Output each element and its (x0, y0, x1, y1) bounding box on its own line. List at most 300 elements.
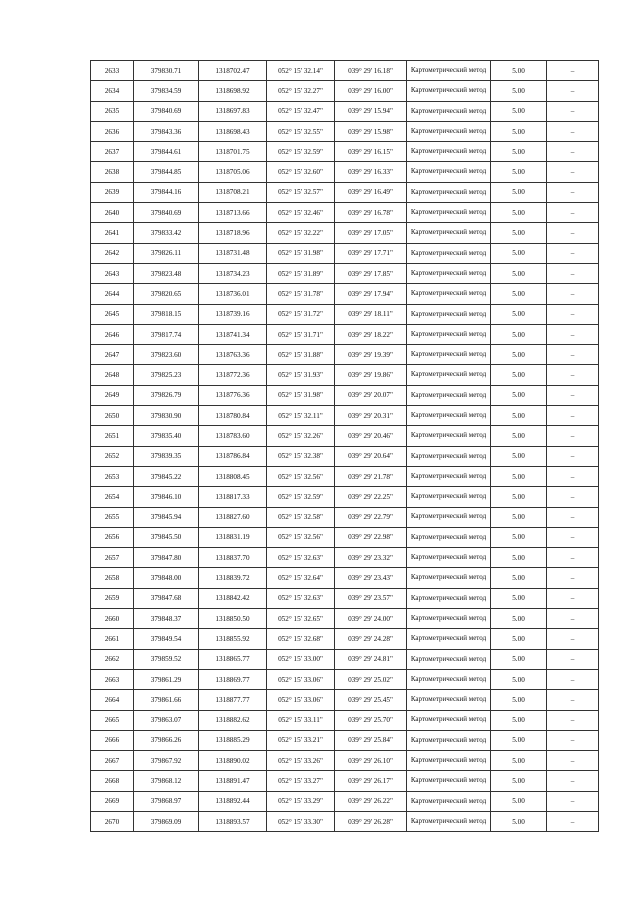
accuracy-cell: 5.00 (491, 162, 547, 182)
y-coordinate-cell: 1318839.72 (199, 568, 267, 588)
longitude-cell: 039° 29' 15.98" (335, 121, 407, 141)
y-coordinate-cell: 1318776.36 (199, 385, 267, 405)
accuracy-cell: 5.00 (491, 101, 547, 121)
latitude-cell: 052° 15' 31.88" (267, 345, 335, 365)
accuracy-cell: 5.00 (491, 203, 547, 223)
accuracy-cell: 5.00 (491, 710, 547, 730)
point-number-cell: 2645 (91, 304, 134, 324)
latitude-cell: 052° 15' 32.64" (267, 568, 335, 588)
x-coordinate-cell: 379844.16 (134, 182, 199, 202)
note-cell: – (547, 385, 599, 405)
latitude-cell: 052° 15' 31.98" (267, 385, 335, 405)
point-number-cell: 2638 (91, 162, 134, 182)
method-cell: Картометрический метод (407, 203, 491, 223)
point-number-cell: 2662 (91, 649, 134, 669)
accuracy-cell: 5.00 (491, 730, 547, 750)
x-coordinate-cell: 379846.10 (134, 487, 199, 507)
table-row (91, 507, 599, 527)
x-coordinate-cell: 379848.37 (134, 609, 199, 629)
point-number-cell: 2665 (91, 710, 134, 730)
x-coordinate-cell: 379848.00 (134, 568, 199, 588)
accuracy-cell: 5.00 (491, 466, 547, 486)
longitude-cell: 039° 29' 25.84" (335, 730, 407, 750)
accuracy-cell: 5.00 (491, 690, 547, 710)
x-coordinate-cell: 379839.35 (134, 446, 199, 466)
note-cell: – (547, 609, 599, 629)
point-number-cell: 2652 (91, 446, 134, 466)
x-coordinate-cell: 379847.80 (134, 548, 199, 568)
accuracy-cell: 5.00 (491, 751, 547, 771)
y-coordinate-cell: 1318869.77 (199, 669, 267, 689)
accuracy-cell: 5.00 (491, 588, 547, 608)
note-cell: – (547, 345, 599, 365)
longitude-cell: 039° 29' 16.49" (335, 182, 407, 202)
latitude-cell: 052° 15' 33.00" (267, 649, 335, 669)
x-coordinate-cell: 379867.92 (134, 751, 199, 771)
accuracy-cell: 5.00 (491, 385, 547, 405)
point-number-cell: 2649 (91, 385, 134, 405)
latitude-cell: 052° 15' 32.58" (267, 507, 335, 527)
accuracy-cell: 5.00 (491, 609, 547, 629)
note-cell: – (547, 527, 599, 547)
accuracy-cell: 5.00 (491, 426, 547, 446)
x-coordinate-cell: 379845.50 (134, 527, 199, 547)
note-cell: – (547, 284, 599, 304)
accuracy-cell: 5.00 (491, 406, 547, 426)
method-cell: Картометрический метод (407, 568, 491, 588)
latitude-cell: 052° 15' 32.59" (267, 142, 335, 162)
method-cell: Картометрический метод (407, 527, 491, 547)
longitude-cell: 039° 29' 17.05" (335, 223, 407, 243)
method-cell: Картометрический метод (407, 811, 491, 831)
note-cell: – (547, 791, 599, 811)
accuracy-cell: 5.00 (491, 487, 547, 507)
note-cell: – (547, 690, 599, 710)
method-cell: Картометрический метод (407, 243, 491, 263)
y-coordinate-cell: 1318701.75 (199, 142, 267, 162)
x-coordinate-cell: 379845.94 (134, 507, 199, 527)
longitude-cell: 039° 29' 17.85" (335, 263, 407, 283)
accuracy-cell: 5.00 (491, 365, 547, 385)
x-coordinate-cell: 379859.52 (134, 649, 199, 669)
x-coordinate-cell: 379861.29 (134, 669, 199, 689)
longitude-cell: 039° 29' 16.78" (335, 203, 407, 223)
note-cell: – (547, 771, 599, 791)
x-coordinate-cell: 379849.54 (134, 629, 199, 649)
table-row (91, 101, 599, 121)
point-number-cell: 2642 (91, 243, 134, 263)
latitude-cell: 052° 15' 33.11" (267, 710, 335, 730)
longitude-cell: 039° 29' 22.98" (335, 527, 407, 547)
note-cell: – (547, 629, 599, 649)
table-row (91, 527, 599, 547)
y-coordinate-cell: 1318831.19 (199, 527, 267, 547)
x-coordinate-cell: 379833.42 (134, 223, 199, 243)
method-cell: Картометрический метод (407, 182, 491, 202)
note-cell: – (547, 730, 599, 750)
note-cell: – (547, 669, 599, 689)
accuracy-cell: 5.00 (491, 669, 547, 689)
y-coordinate-cell: 1318698.43 (199, 121, 267, 141)
note-cell: – (547, 487, 599, 507)
note-cell: – (547, 811, 599, 831)
point-number-cell: 2667 (91, 751, 134, 771)
table-row (91, 81, 599, 101)
longitude-cell: 039° 29' 23.57" (335, 588, 407, 608)
point-number-cell: 2655 (91, 507, 134, 527)
x-coordinate-cell: 379840.69 (134, 101, 199, 121)
y-coordinate-cell: 1318865.77 (199, 649, 267, 669)
latitude-cell: 052° 15' 32.38" (267, 446, 335, 466)
y-coordinate-cell: 1318772.36 (199, 365, 267, 385)
method-cell: Картометрический метод (407, 669, 491, 689)
point-number-cell: 2659 (91, 588, 134, 608)
y-coordinate-cell: 1318708.21 (199, 182, 267, 202)
note-cell: – (547, 101, 599, 121)
latitude-cell: 052° 15' 32.26" (267, 426, 335, 446)
note-cell: – (547, 507, 599, 527)
latitude-cell: 052° 15' 32.55" (267, 121, 335, 141)
point-number-cell: 2664 (91, 690, 134, 710)
accuracy-cell: 5.00 (491, 182, 547, 202)
table-body (91, 61, 599, 832)
table-row (91, 811, 599, 831)
y-coordinate-cell: 1318882.62 (199, 710, 267, 730)
table-row (91, 629, 599, 649)
point-number-cell: 2661 (91, 629, 134, 649)
latitude-cell: 052° 15' 33.06" (267, 669, 335, 689)
accuracy-cell: 5.00 (491, 446, 547, 466)
latitude-cell: 052° 15' 33.29" (267, 791, 335, 811)
accuracy-cell: 5.00 (491, 507, 547, 527)
longitude-cell: 039° 29' 20.31" (335, 406, 407, 426)
method-cell: Картометрический метод (407, 649, 491, 669)
y-coordinate-cell: 1318877.77 (199, 690, 267, 710)
point-number-cell: 2647 (91, 345, 134, 365)
y-coordinate-cell: 1318705.06 (199, 162, 267, 182)
point-number-cell: 2666 (91, 730, 134, 750)
point-number-cell: 2668 (91, 771, 134, 791)
x-coordinate-cell: 379830.71 (134, 61, 199, 81)
note-cell: – (547, 710, 599, 730)
table-row (91, 142, 599, 162)
note-cell: – (547, 426, 599, 446)
y-coordinate-cell: 1318783.60 (199, 426, 267, 446)
method-cell: Картометрический метод (407, 223, 491, 243)
method-cell: Картометрический метод (407, 324, 491, 344)
method-cell: Картометрический метод (407, 162, 491, 182)
y-coordinate-cell: 1318713.66 (199, 203, 267, 223)
longitude-cell: 039° 29' 16.15" (335, 142, 407, 162)
latitude-cell: 052° 15' 31.89" (267, 263, 335, 283)
longitude-cell: 039° 29' 26.17" (335, 771, 407, 791)
method-cell: Картометрический метод (407, 588, 491, 608)
y-coordinate-cell: 1318837.70 (199, 548, 267, 568)
longitude-cell: 039° 29' 24.81" (335, 649, 407, 669)
table-row (91, 487, 599, 507)
note-cell: – (547, 81, 599, 101)
point-number-cell: 2653 (91, 466, 134, 486)
accuracy-cell: 5.00 (491, 791, 547, 811)
x-coordinate-cell: 379830.90 (134, 406, 199, 426)
longitude-cell: 039° 29' 19.86" (335, 365, 407, 385)
method-cell: Картометрический метод (407, 446, 491, 466)
longitude-cell: 039° 29' 23.32" (335, 548, 407, 568)
accuracy-cell: 5.00 (491, 811, 547, 831)
x-coordinate-cell: 379868.97 (134, 791, 199, 811)
method-cell: Картометрический метод (407, 142, 491, 162)
y-coordinate-cell: 1318739.16 (199, 304, 267, 324)
latitude-cell: 052° 15' 32.22" (267, 223, 335, 243)
longitude-cell: 039° 29' 19.39" (335, 345, 407, 365)
latitude-cell: 052° 15' 32.46" (267, 203, 335, 223)
y-coordinate-cell: 1318842.42 (199, 588, 267, 608)
latitude-cell: 052° 15' 33.06" (267, 690, 335, 710)
longitude-cell: 039° 29' 23.43" (335, 568, 407, 588)
x-coordinate-cell: 379835.40 (134, 426, 199, 446)
table-row (91, 730, 599, 750)
x-coordinate-cell: 379820.65 (134, 284, 199, 304)
point-number-cell: 2635 (91, 101, 134, 121)
point-number-cell: 2634 (91, 81, 134, 101)
accuracy-cell: 5.00 (491, 548, 547, 568)
table-row (91, 791, 599, 811)
y-coordinate-cell: 1318780.84 (199, 406, 267, 426)
longitude-cell: 039° 29' 18.11" (335, 304, 407, 324)
accuracy-cell: 5.00 (491, 121, 547, 141)
table-row (91, 203, 599, 223)
longitude-cell: 039° 29' 24.00" (335, 609, 407, 629)
method-cell: Картометрический метод (407, 710, 491, 730)
accuracy-cell: 5.00 (491, 243, 547, 263)
accuracy-cell: 5.00 (491, 81, 547, 101)
x-coordinate-cell: 379869.09 (134, 811, 199, 831)
y-coordinate-cell: 1318731.48 (199, 243, 267, 263)
y-coordinate-cell: 1318808.45 (199, 466, 267, 486)
table-row (91, 304, 599, 324)
point-number-cell: 2639 (91, 182, 134, 202)
point-number-cell: 2657 (91, 548, 134, 568)
method-cell: Картометрический метод (407, 690, 491, 710)
note-cell: – (547, 466, 599, 486)
method-cell: Картометрический метод (407, 548, 491, 568)
point-number-cell: 2644 (91, 284, 134, 304)
method-cell: Картометрический метод (407, 629, 491, 649)
latitude-cell: 052° 15' 32.11" (267, 406, 335, 426)
point-number-cell: 2646 (91, 324, 134, 344)
table-row (91, 609, 599, 629)
longitude-cell: 039° 29' 21.78" (335, 466, 407, 486)
longitude-cell: 039° 29' 20.07" (335, 385, 407, 405)
longitude-cell: 039° 29' 25.45" (335, 690, 407, 710)
x-coordinate-cell: 379823.60 (134, 345, 199, 365)
y-coordinate-cell: 1318734.23 (199, 263, 267, 283)
accuracy-cell: 5.00 (491, 61, 547, 81)
note-cell: – (547, 588, 599, 608)
table-row (91, 771, 599, 791)
table-row (91, 284, 599, 304)
method-cell: Картометрический метод (407, 365, 491, 385)
y-coordinate-cell: 1318702.47 (199, 61, 267, 81)
table-row (91, 345, 599, 365)
latitude-cell: 052° 15' 32.65" (267, 609, 335, 629)
method-cell: Картометрический метод (407, 101, 491, 121)
table-row (91, 61, 599, 81)
latitude-cell: 052° 15' 33.26" (267, 751, 335, 771)
method-cell: Картометрический метод (407, 81, 491, 101)
note-cell: – (547, 406, 599, 426)
y-coordinate-cell: 1318850.50 (199, 609, 267, 629)
longitude-cell: 039° 29' 18.22" (335, 324, 407, 344)
latitude-cell: 052° 15' 32.56" (267, 466, 335, 486)
longitude-cell: 039° 29' 24.28" (335, 629, 407, 649)
method-cell: Картометрический метод (407, 406, 491, 426)
table-row (91, 751, 599, 771)
point-number-cell: 2643 (91, 263, 134, 283)
coordinates-sheet (90, 60, 598, 832)
y-coordinate-cell: 1318893.57 (199, 811, 267, 831)
point-number-cell: 2658 (91, 568, 134, 588)
note-cell: – (547, 162, 599, 182)
x-coordinate-cell: 379840.69 (134, 203, 199, 223)
table-row (91, 385, 599, 405)
y-coordinate-cell: 1318890.02 (199, 751, 267, 771)
accuracy-cell: 5.00 (491, 142, 547, 162)
point-number-cell: 2663 (91, 669, 134, 689)
x-coordinate-cell: 379825.23 (134, 365, 199, 385)
table-row (91, 690, 599, 710)
table-row (91, 324, 599, 344)
point-number-cell: 2651 (91, 426, 134, 446)
point-number-cell: 2633 (91, 61, 134, 81)
method-cell: Картометрический метод (407, 263, 491, 283)
longitude-cell: 039° 29' 16.33" (335, 162, 407, 182)
y-coordinate-cell: 1318817.33 (199, 487, 267, 507)
point-number-cell: 2637 (91, 142, 134, 162)
table-row (91, 446, 599, 466)
accuracy-cell: 5.00 (491, 345, 547, 365)
y-coordinate-cell: 1318736.01 (199, 284, 267, 304)
latitude-cell: 052° 15' 31.78" (267, 284, 335, 304)
table-row (91, 649, 599, 669)
accuracy-cell: 5.00 (491, 324, 547, 344)
note-cell: – (547, 304, 599, 324)
note-cell: – (547, 649, 599, 669)
method-cell: Картометрический метод (407, 304, 491, 324)
x-coordinate-cell: 379861.66 (134, 690, 199, 710)
latitude-cell: 052° 15' 31.98" (267, 243, 335, 263)
table-row (91, 121, 599, 141)
accuracy-cell: 5.00 (491, 629, 547, 649)
latitude-cell: 052° 15' 33.30" (267, 811, 335, 831)
method-cell: Картометрический метод (407, 385, 491, 405)
accuracy-cell: 5.00 (491, 284, 547, 304)
longitude-cell: 039° 29' 22.79" (335, 507, 407, 527)
note-cell: – (547, 324, 599, 344)
method-cell: Картометрический метод (407, 751, 491, 771)
point-number-cell: 2670 (91, 811, 134, 831)
latitude-cell: 052° 15' 33.21" (267, 730, 335, 750)
method-cell: Картометрический метод (407, 466, 491, 486)
latitude-cell: 052° 15' 32.63" (267, 548, 335, 568)
point-number-cell: 2636 (91, 121, 134, 141)
note-cell: – (547, 365, 599, 385)
note-cell: – (547, 223, 599, 243)
longitude-cell: 039° 29' 20.46" (335, 426, 407, 446)
table-row (91, 588, 599, 608)
longitude-cell: 039° 29' 26.10" (335, 751, 407, 771)
table-row (91, 548, 599, 568)
longitude-cell: 039° 29' 17.94" (335, 284, 407, 304)
latitude-cell: 052° 15' 31.71" (267, 324, 335, 344)
point-number-cell: 2650 (91, 406, 134, 426)
longitude-cell: 039° 29' 15.94" (335, 101, 407, 121)
y-coordinate-cell: 1318786.84 (199, 446, 267, 466)
x-coordinate-cell: 379863.07 (134, 710, 199, 730)
longitude-cell: 039° 29' 25.02" (335, 669, 407, 689)
method-cell: Картометрический метод (407, 507, 491, 527)
table-row (91, 162, 599, 182)
x-coordinate-cell: 379844.61 (134, 142, 199, 162)
latitude-cell: 052° 15' 31.93" (267, 365, 335, 385)
longitude-cell: 039° 29' 20.64" (335, 446, 407, 466)
y-coordinate-cell: 1318892.44 (199, 791, 267, 811)
method-cell: Картометрический метод (407, 284, 491, 304)
y-coordinate-cell: 1318718.96 (199, 223, 267, 243)
latitude-cell: 052° 15' 31.72" (267, 304, 335, 324)
accuracy-cell: 5.00 (491, 223, 547, 243)
table-row (91, 365, 599, 385)
latitude-cell: 052° 15' 33.27" (267, 771, 335, 791)
note-cell: – (547, 568, 599, 588)
y-coordinate-cell: 1318741.34 (199, 324, 267, 344)
note-cell: – (547, 243, 599, 263)
accuracy-cell: 5.00 (491, 568, 547, 588)
method-cell: Картометрический метод (407, 121, 491, 141)
latitude-cell: 052° 15' 32.47" (267, 101, 335, 121)
latitude-cell: 052° 15' 32.63" (267, 588, 335, 608)
method-cell: Картометрический метод (407, 345, 491, 365)
y-coordinate-cell: 1318885.29 (199, 730, 267, 750)
method-cell: Картометрический метод (407, 771, 491, 791)
x-coordinate-cell: 379818.15 (134, 304, 199, 324)
point-number-cell: 2640 (91, 203, 134, 223)
table-row (91, 426, 599, 446)
latitude-cell: 052° 15' 32.59" (267, 487, 335, 507)
x-coordinate-cell: 379847.68 (134, 588, 199, 608)
table-row (91, 223, 599, 243)
y-coordinate-cell: 1318855.92 (199, 629, 267, 649)
y-coordinate-cell: 1318827.60 (199, 507, 267, 527)
longitude-cell: 039° 29' 16.00" (335, 81, 407, 101)
x-coordinate-cell: 379868.12 (134, 771, 199, 791)
x-coordinate-cell: 379843.36 (134, 121, 199, 141)
note-cell: – (547, 751, 599, 771)
x-coordinate-cell: 379823.48 (134, 263, 199, 283)
latitude-cell: 052° 15' 32.68" (267, 629, 335, 649)
method-cell: Картометрический метод (407, 609, 491, 629)
longitude-cell: 039° 29' 22.25" (335, 487, 407, 507)
latitude-cell: 052° 15' 32.27" (267, 81, 335, 101)
x-coordinate-cell: 379834.59 (134, 81, 199, 101)
x-coordinate-cell: 379817.74 (134, 324, 199, 344)
y-coordinate-cell: 1318891.47 (199, 771, 267, 791)
point-number-cell: 2641 (91, 223, 134, 243)
table-row (91, 243, 599, 263)
accuracy-cell: 5.00 (491, 649, 547, 669)
note-cell: – (547, 203, 599, 223)
x-coordinate-cell: 379826.79 (134, 385, 199, 405)
